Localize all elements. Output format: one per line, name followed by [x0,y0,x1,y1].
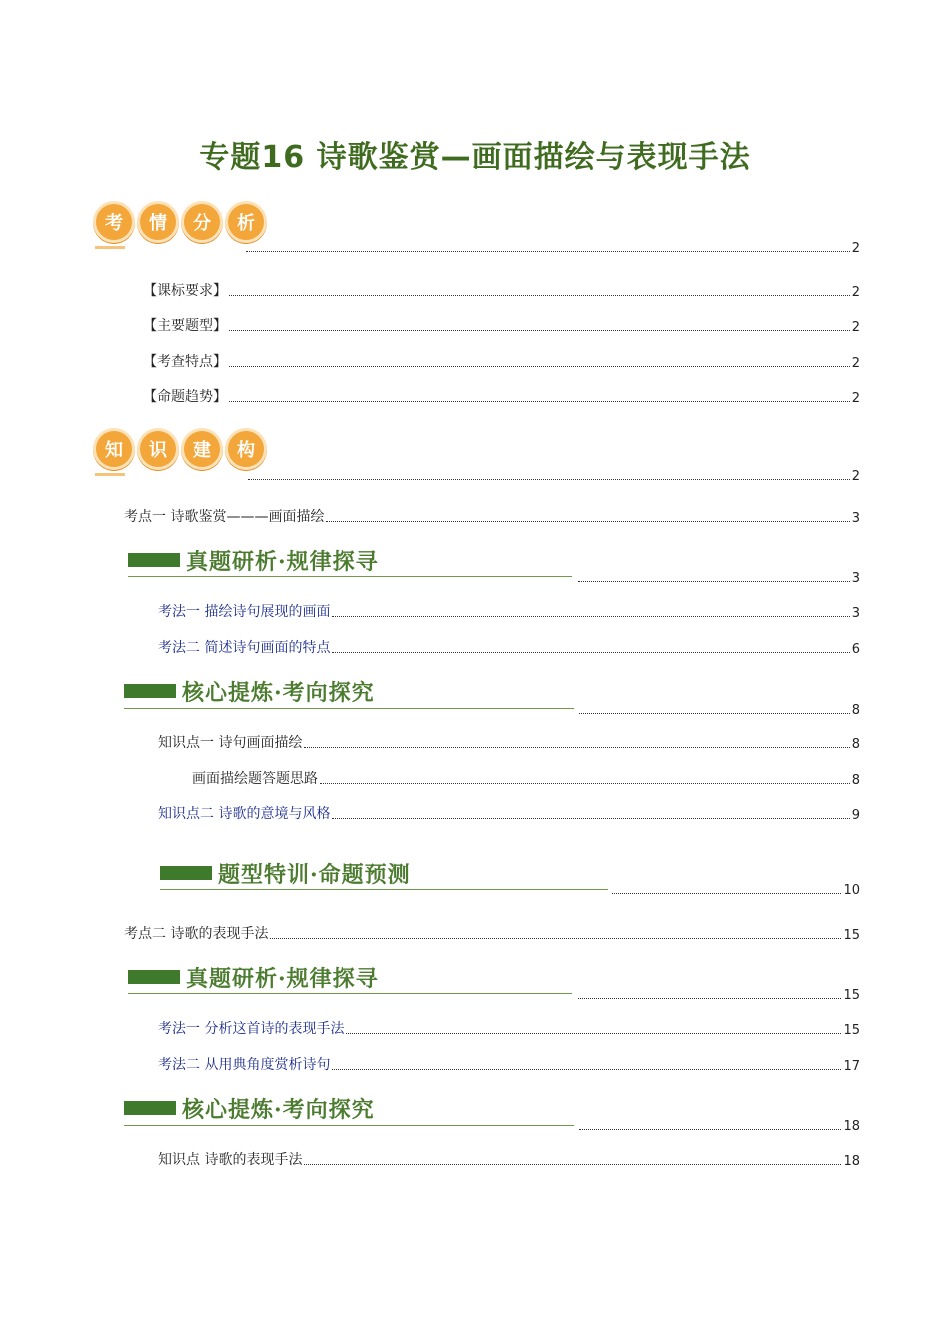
badge-char: 析 [225,201,267,243]
toc-page: 2 [851,241,860,256]
toc-row[interactable] [158,1149,860,1169]
toc-row[interactable] [158,637,860,657]
banner-zhenti-2 [128,960,379,994]
section-badge-kaoqing [93,200,267,244]
banner-bar [128,553,180,567]
toc-row-kaodian-2[interactable] [124,923,860,943]
badge-char: 识 [137,428,179,470]
toc-row[interactable] [576,566,860,586]
toc-page: 2 [851,391,860,406]
toc-row[interactable] [158,803,860,823]
banner-underline [124,1125,574,1126]
toc-label: 【考查特点】 [143,354,227,370]
toc-page: 8 [851,773,860,788]
banner-text: 真题研析·规律探寻 [186,548,379,575]
toc-page: 10 [843,883,860,898]
page-title: 专题16 诗歌鉴赏—画面描绘与表现手法 [199,140,751,175]
toc-row-kaodian-1[interactable] [124,506,860,526]
toc-label: 考法一 描绘诗句展现的画面 [158,604,331,620]
toc-label: 考法二 从用典角度赏析诗句 [158,1057,331,1073]
toc-label: 画面描绘题答题思路 [192,771,318,787]
toc-page: 2 [851,469,860,484]
banner-bar [128,970,180,984]
toc-label: 知识点 诗歌的表现手法 [158,1152,303,1168]
banner-underline [128,576,572,577]
toc-label: 知识点二 诗歌的意境与风格 [158,806,331,822]
toc-label: 【课标要求】 [143,283,227,299]
banner-hexin [124,674,375,708]
banner-text: 真题研析·规律探寻 [186,965,379,992]
toc-label: 考点二 诗歌的表现手法 [124,926,269,942]
badge-char: 情 [137,201,179,243]
badge-char: 考 [93,201,135,243]
toc-label: 【主要题型】 [143,318,227,334]
banner-text: 核心提炼·考向探究 [182,1096,375,1123]
badge-underline [95,473,125,476]
toc-page: 15 [843,928,860,943]
toc-row-zhishi[interactable] [246,464,860,484]
toc-page: 3 [851,511,860,526]
banner-underline [128,993,572,994]
badge-char: 建 [181,428,223,470]
toc-row[interactable] [192,768,860,788]
banner-tixing [160,856,411,890]
toc-page: 3 [851,606,860,621]
banner-bar [160,866,212,880]
toc-page: 8 [851,703,860,718]
banner-bar [124,1101,176,1115]
toc-row[interactable] [610,878,860,898]
banner-hexin-2 [124,1091,375,1125]
toc-row[interactable] [143,315,860,335]
toc-row[interactable] [143,280,860,300]
toc-page: 2 [851,356,860,371]
toc-row[interactable] [143,351,860,371]
toc-label: 考法二 简述诗句画面的特点 [158,640,331,656]
banner-text: 核心提炼·考向探究 [182,679,375,706]
badge-char: 知 [93,428,135,470]
badge-underline [95,246,125,249]
toc-row[interactable] [158,1018,860,1038]
toc-row[interactable] [577,698,860,718]
toc-row-kaoqing[interactable] [244,236,860,256]
toc-page: 17 [843,1059,860,1074]
toc-row[interactable] [158,1054,860,1074]
toc-row[interactable] [158,601,860,621]
banner-underline [160,889,608,890]
toc-page: 6 [851,642,860,657]
banner-zhenti [128,543,379,577]
toc-row[interactable] [143,386,860,406]
toc-label: 【命题趋势】 [143,389,227,405]
toc-label: 知识点一 诗句画面描绘 [158,735,303,751]
toc-page: 3 [851,571,860,586]
toc-page: 18 [843,1119,860,1134]
section-badge-zhishi [93,427,267,471]
toc-row[interactable] [158,732,860,752]
badge-char: 构 [225,428,267,470]
toc-page: 15 [843,1023,860,1038]
banner-text: 题型特训·命题预测 [218,861,411,888]
toc-page: 18 [843,1154,860,1169]
toc-label: 考法一 分析这首诗的表现手法 [158,1021,345,1037]
toc-page: 2 [851,320,860,335]
banner-underline [124,708,574,709]
toc-page: 8 [851,737,860,752]
toc-label: 考点一 诗歌鉴赏———画面描绘 [124,509,325,525]
toc-row[interactable] [577,1114,860,1134]
banner-bar [124,684,176,698]
toc-row[interactable] [576,983,860,1003]
toc-page: 2 [851,285,860,300]
toc-page: 15 [843,988,860,1003]
toc-page: 9 [851,808,860,823]
badge-char: 分 [181,201,223,243]
